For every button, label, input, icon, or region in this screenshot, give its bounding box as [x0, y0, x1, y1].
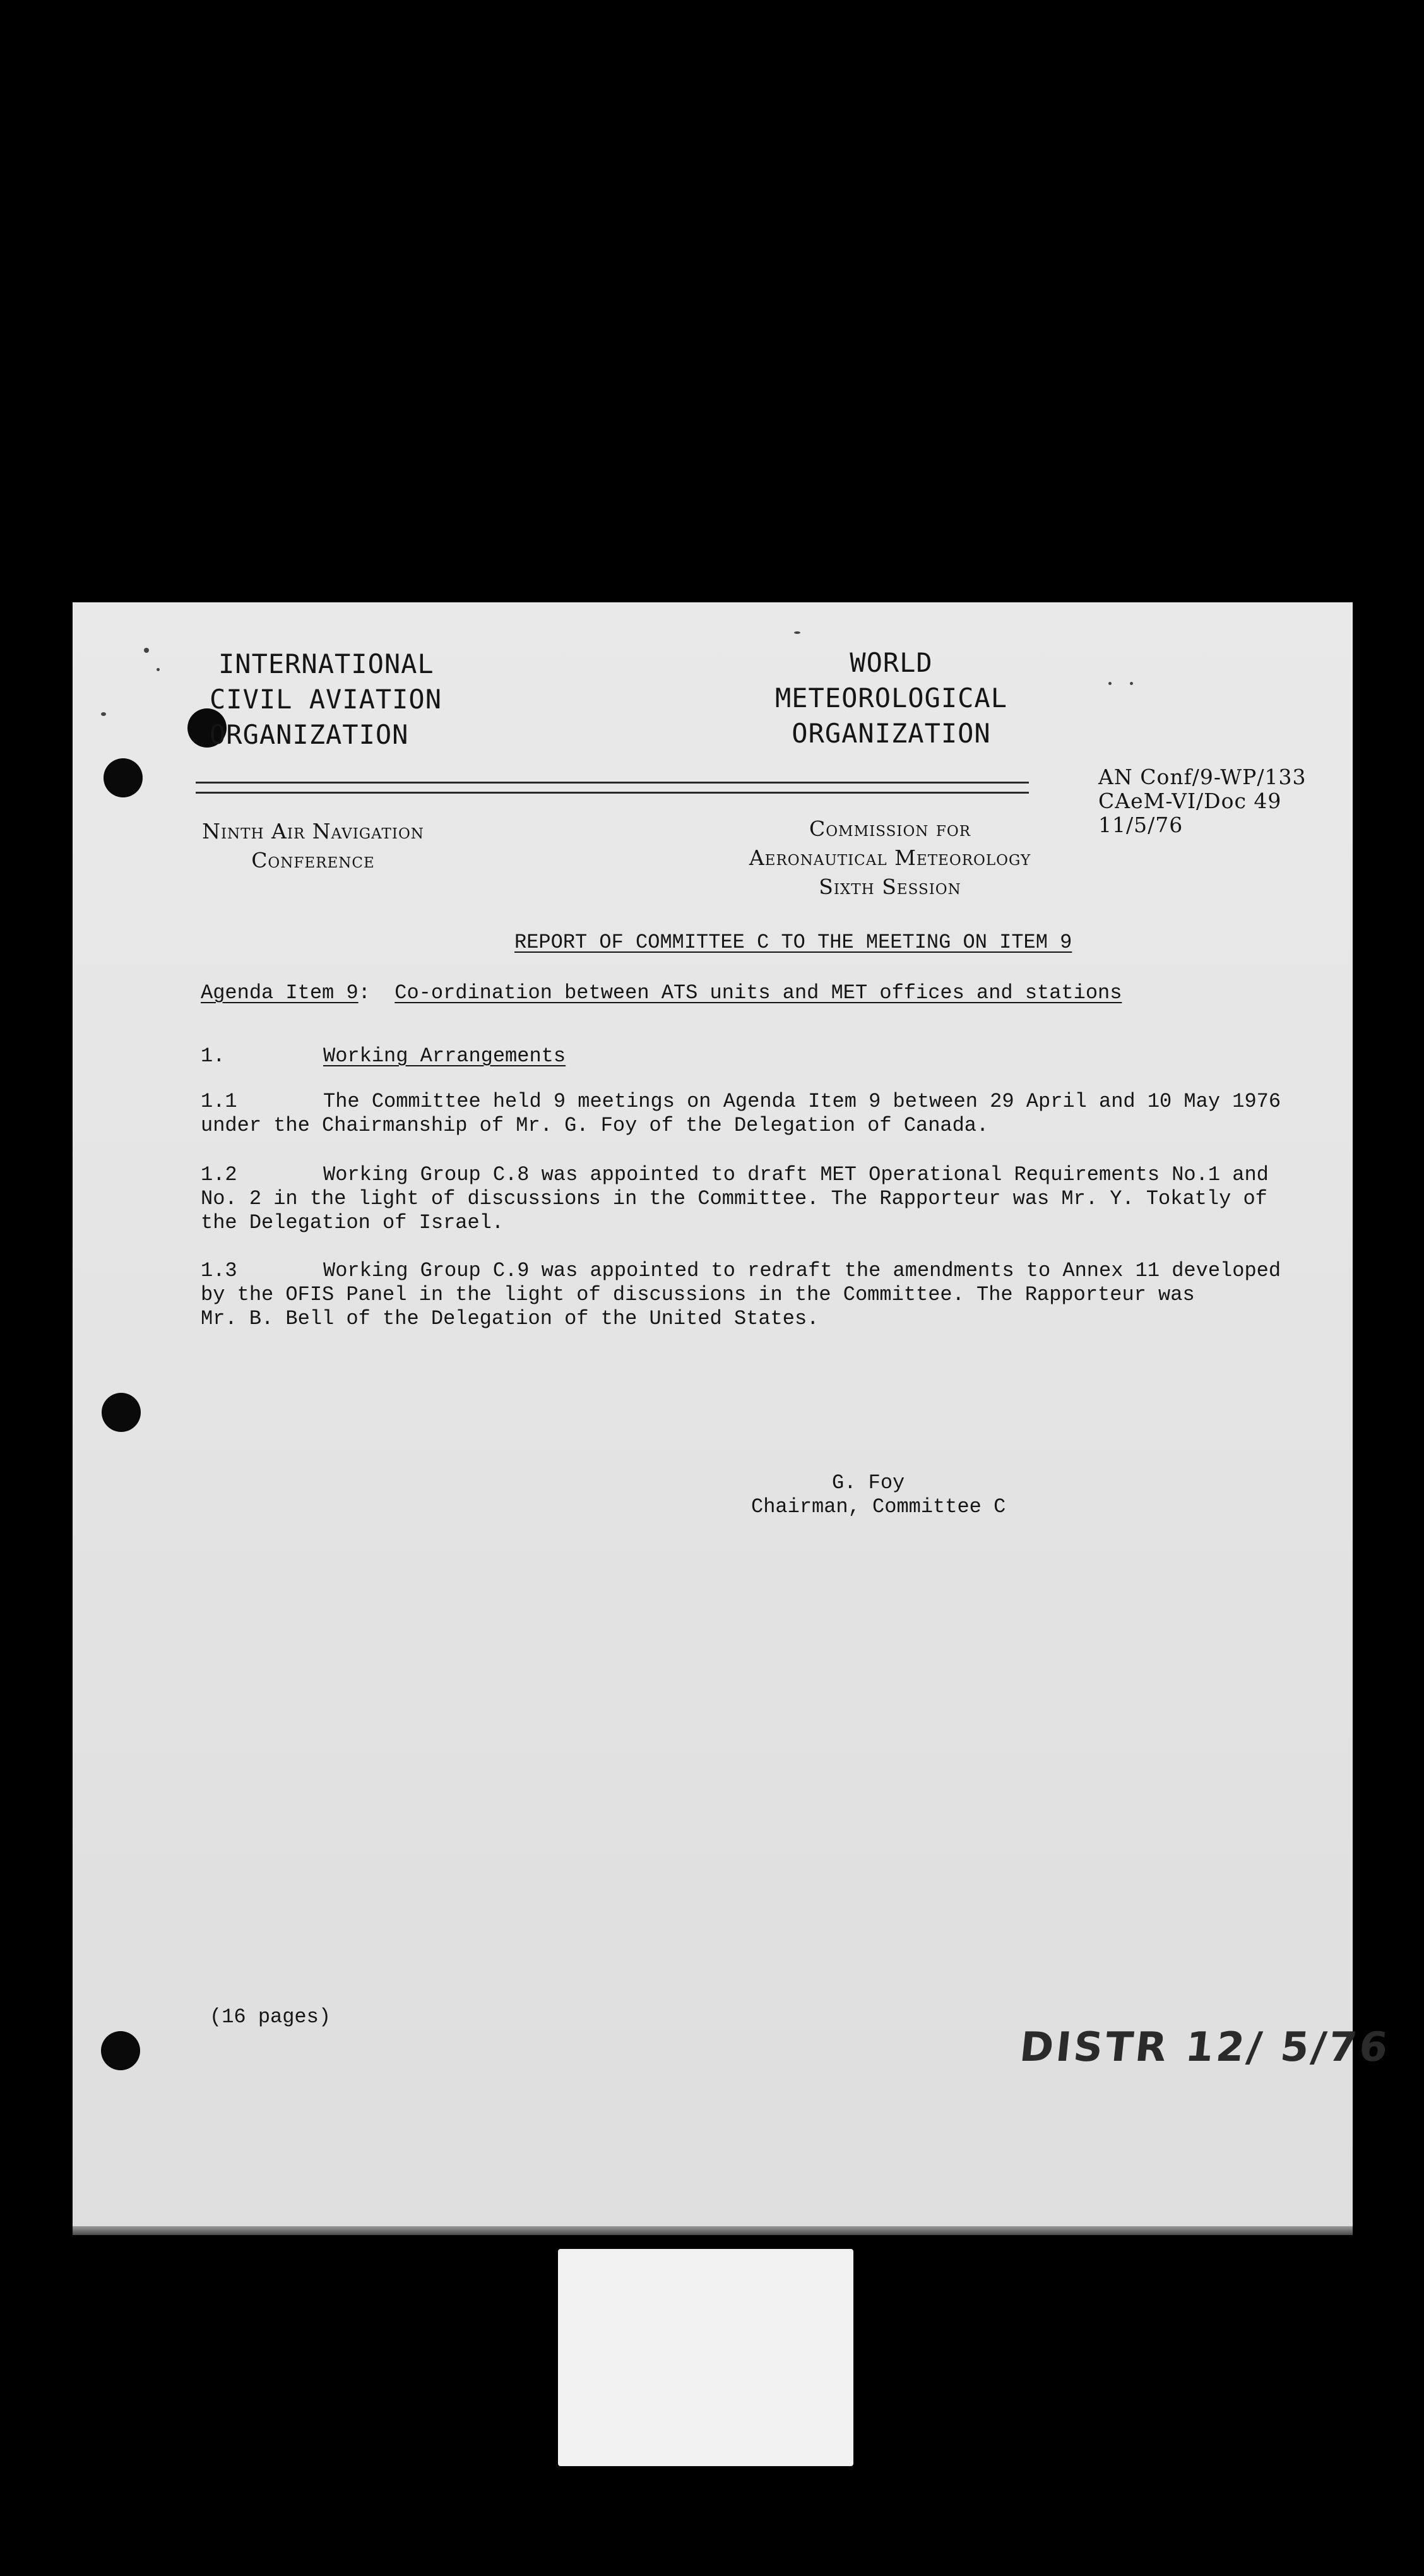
paragraph-1-2-line-2: No. 2 in the light of discussions in the Committee. The Rapporteur was Mr. Y. Tokatly of — [201, 1187, 1267, 1210]
wmo-line-1: WORLD — [850, 647, 933, 678]
wmo-line-2: METEOROLOGICAL — [774, 683, 1007, 713]
paragraph-1-1-line-1: The Committee held 9 meetings on Agenda Item 9 between 29 April and 10 May 1976 — [323, 1090, 1281, 1113]
speck — [1108, 682, 1112, 685]
speck — [101, 712, 106, 716]
right-meeting-line-3: Sixth Session — [819, 874, 961, 899]
distribution-stamp: DISTR 12/ 5/76 — [1018, 2024, 1392, 2071]
reference-line-1: AN Conf/9-WP/133 — [1098, 765, 1307, 789]
icao-name — [210, 647, 442, 753]
right-meeting-name — [739, 814, 1041, 902]
agenda-item-label: Agenda Item 9 — [201, 981, 359, 1005]
icao-line-1: INTERNATIONAL — [218, 648, 434, 679]
agenda-item-title: Co-ordination between ATS units and MET offices and stations — [395, 981, 1122, 1005]
paragraph-1-1-number: 1.1 — [201, 1090, 237, 1113]
binder-hole-2 — [104, 758, 143, 797]
reference-line-3: 11/5/76 — [1098, 813, 1184, 837]
header-rule-bottom — [196, 792, 1029, 794]
speck — [1130, 682, 1133, 685]
wmo-name — [771, 645, 1011, 751]
binder-hole-4 — [101, 2031, 140, 2070]
paragraph-1-3-line-2: by the OFIS Panel in the light of discussions in the Committee. The Rapporteur was — [201, 1283, 1195, 1306]
agenda-item — [201, 981, 1122, 1005]
reference-line-2: CAeM-VI/Doc 49 — [1098, 789, 1282, 813]
right-meeting-line-2: Aeronautical Meteorology — [749, 845, 1031, 870]
left-meeting-name — [187, 817, 439, 875]
signature-title: Chairman, Committee C — [751, 1495, 1006, 1518]
paragraph-1-2-line-1: Working Group C.8 was appointed to draft MET Operational Requirements No.1 and — [323, 1163, 1269, 1186]
section-title: Working Arrangements — [323, 1044, 566, 1068]
header-rule-top — [196, 782, 1029, 784]
paragraph-1-3-line-1: Working Group C.9 was appointed to redraft the amendments to Annex 11 developed — [323, 1259, 1281, 1282]
report-title: REPORT OF COMMITTEE C TO THE MEETING ON ITEM 9 — [514, 931, 1072, 954]
paragraph-1-2-number: 1.2 — [201, 1163, 237, 1186]
paragraph-1-1-line-2: under the Chairmanship of Mr. G. Foy of the Delegation of Canada. — [201, 1114, 989, 1137]
left-meeting-line-2: Conference — [251, 848, 375, 873]
paragraph-1-2-line-3: the Delegation of Israel. — [201, 1211, 504, 1234]
paragraph-1-3-number: 1.3 — [201, 1259, 237, 1282]
section-number: 1. — [201, 1044, 225, 1068]
signature-name: G. Foy — [832, 1471, 905, 1494]
icao-line-2: CIVIL AVIATION — [210, 684, 442, 715]
icao-line-3: ORGANIZATION — [210, 719, 409, 750]
speck — [144, 648, 149, 653]
right-meeting-line-1: Commission for — [809, 816, 971, 841]
pages-note: (16 pages) — [210, 2005, 331, 2029]
paragraph-1-3-line-3: Mr. B. Bell of the Delegation of the United States. — [201, 1307, 819, 1330]
wmo-line-3: ORGANIZATION — [792, 718, 991, 749]
page-bottom-edge — [73, 2226, 1353, 2235]
speck — [794, 631, 800, 634]
agenda-item-separator: : — [358, 981, 371, 1005]
binder-hole-3 — [102, 1393, 141, 1432]
left-meeting-line-1: Ninth Air Navigation — [202, 819, 424, 844]
speck — [157, 668, 160, 671]
blank-slip — [558, 2249, 853, 2466]
document-reference — [1098, 765, 1306, 837]
